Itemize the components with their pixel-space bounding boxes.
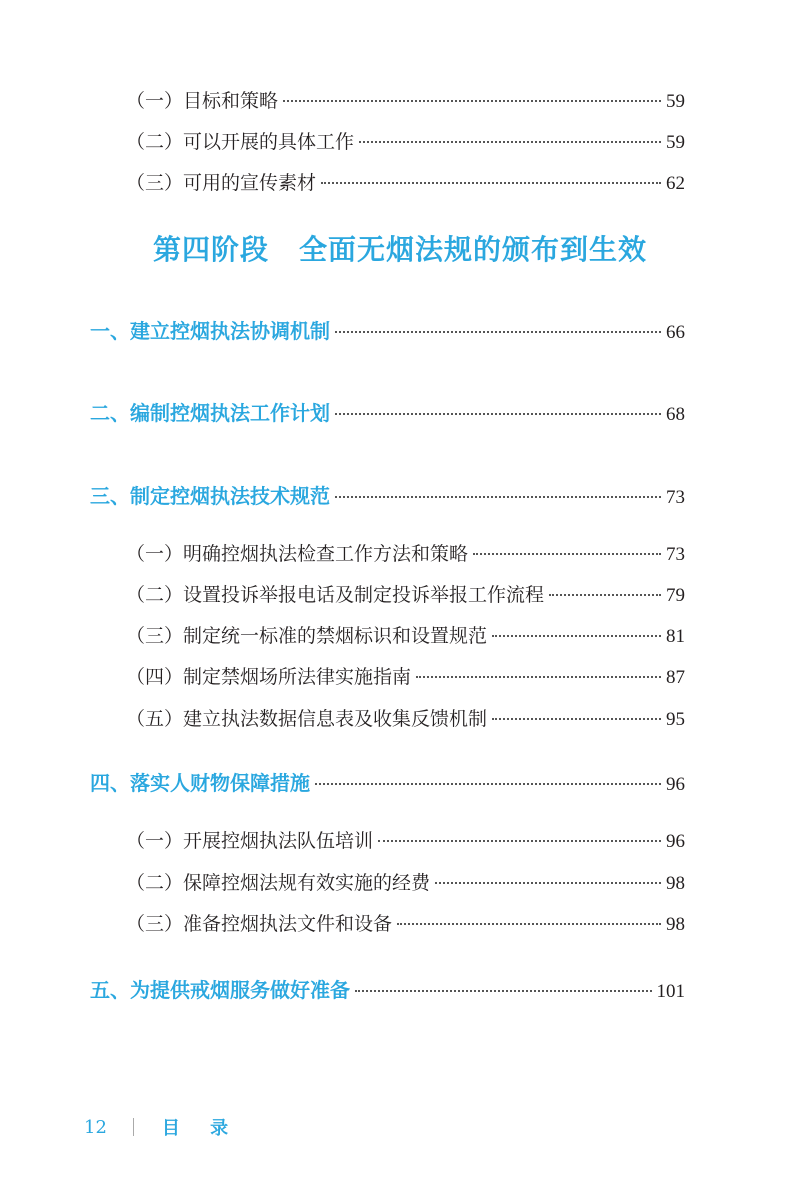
toc-entry[interactable]	[126, 168, 685, 195]
toc-entry-label: （一）开展控烟执法队伍培训	[126, 830, 374, 852]
toc-entry-page: 98	[666, 873, 685, 894]
toc-entry-label: （四）制定禁烟场所法律实施指南	[126, 666, 412, 688]
toc-entry-label: （二）设置投诉举报电话及制定投诉举报工作流程	[126, 584, 545, 606]
toc-entry-page: 98	[666, 914, 685, 935]
toc-entry-page: 79	[666, 585, 685, 606]
toc-section[interactable]	[90, 974, 685, 1003]
dot-leader	[473, 553, 661, 555]
dot-leader	[416, 676, 661, 678]
toc-entry-label: （三）可用的宣传素材	[126, 172, 317, 194]
toc-section[interactable]	[90, 767, 685, 796]
dot-leader	[435, 882, 661, 884]
dot-leader	[315, 783, 661, 785]
dot-leader	[492, 718, 661, 720]
stage-heading	[0, 228, 800, 268]
dot-leader	[335, 413, 661, 415]
toc-entry-label: （二）可以开展的具体工作	[126, 131, 355, 153]
toc-entry-page: 81	[666, 626, 685, 647]
dot-leader	[397, 923, 661, 925]
toc-section[interactable]	[90, 397, 685, 426]
toc-entry-label: （三）制定统一标准的禁烟标识和设置规范	[126, 625, 488, 647]
toc-entry[interactable]	[126, 86, 685, 113]
dot-leader	[492, 635, 661, 637]
toc-entry[interactable]	[126, 704, 685, 731]
toc-entry-page: 73	[666, 544, 685, 565]
toc-entry[interactable]	[126, 127, 685, 154]
page-number: 12	[84, 1116, 107, 1138]
running-title: 目 录	[161, 1118, 241, 1139]
toc-section-page: 101	[656, 981, 685, 1002]
toc-section[interactable]	[90, 480, 685, 509]
dot-leader	[321, 182, 661, 184]
toc-entry[interactable]	[126, 539, 685, 566]
toc-entry[interactable]	[126, 868, 685, 895]
toc-section-page: 68	[666, 404, 685, 425]
toc-entry-label: （二）保障控烟法规有效实施的经费	[126, 872, 431, 894]
toc-entry[interactable]	[126, 621, 685, 648]
toc-entry-page: 96	[666, 831, 685, 852]
dot-leader	[549, 594, 661, 596]
toc-section-page: 66	[666, 322, 685, 343]
dot-leader	[359, 141, 661, 143]
toc-entry-label: （一）明确控烟执法检查工作方法和策略	[126, 543, 469, 565]
toc-entry-page: 87	[666, 667, 685, 688]
toc-section-label: 五、为提供戒烟服务做好准备	[90, 978, 350, 1002]
toc-entry-page: 95	[666, 709, 685, 730]
toc-entry-label: （一）目标和策略	[126, 90, 279, 112]
toc-entry-page: 59	[666, 132, 685, 153]
dot-leader	[335, 496, 661, 498]
dot-leader	[283, 100, 661, 102]
toc-section-label: 一、建立控烟执法协调机制	[90, 319, 330, 343]
page-footer	[84, 1114, 240, 1140]
toc-section[interactable]	[90, 315, 685, 344]
toc-entry-label: （三）准备控烟执法文件和设备	[126, 913, 393, 935]
toc-entry-label: （五）建立执法数据信息表及收集反馈机制	[126, 708, 488, 730]
toc-section-page: 73	[666, 487, 685, 508]
footer-divider	[133, 1118, 134, 1136]
dot-leader	[355, 990, 652, 992]
dot-leader	[335, 331, 661, 333]
toc-entry[interactable]	[126, 662, 685, 689]
toc-entry-page: 62	[666, 173, 685, 194]
toc-section-label: 三、制定控烟执法技术规范	[90, 484, 330, 508]
stage-title-text: 全面无烟法规的颁布到生效	[299, 233, 648, 266]
toc-entry-page: 59	[666, 91, 685, 112]
dot-leader	[378, 840, 661, 842]
toc-section-page: 96	[666, 774, 685, 795]
toc-section-label: 二、编制控烟执法工作计划	[90, 401, 330, 425]
toc-entry[interactable]	[126, 909, 685, 936]
toc-entry[interactable]	[126, 826, 685, 853]
toc-section-label: 四、落实人财物保障措施	[90, 771, 310, 795]
toc-entry[interactable]	[126, 580, 685, 607]
stage-number: 第四阶段	[152, 233, 269, 266]
